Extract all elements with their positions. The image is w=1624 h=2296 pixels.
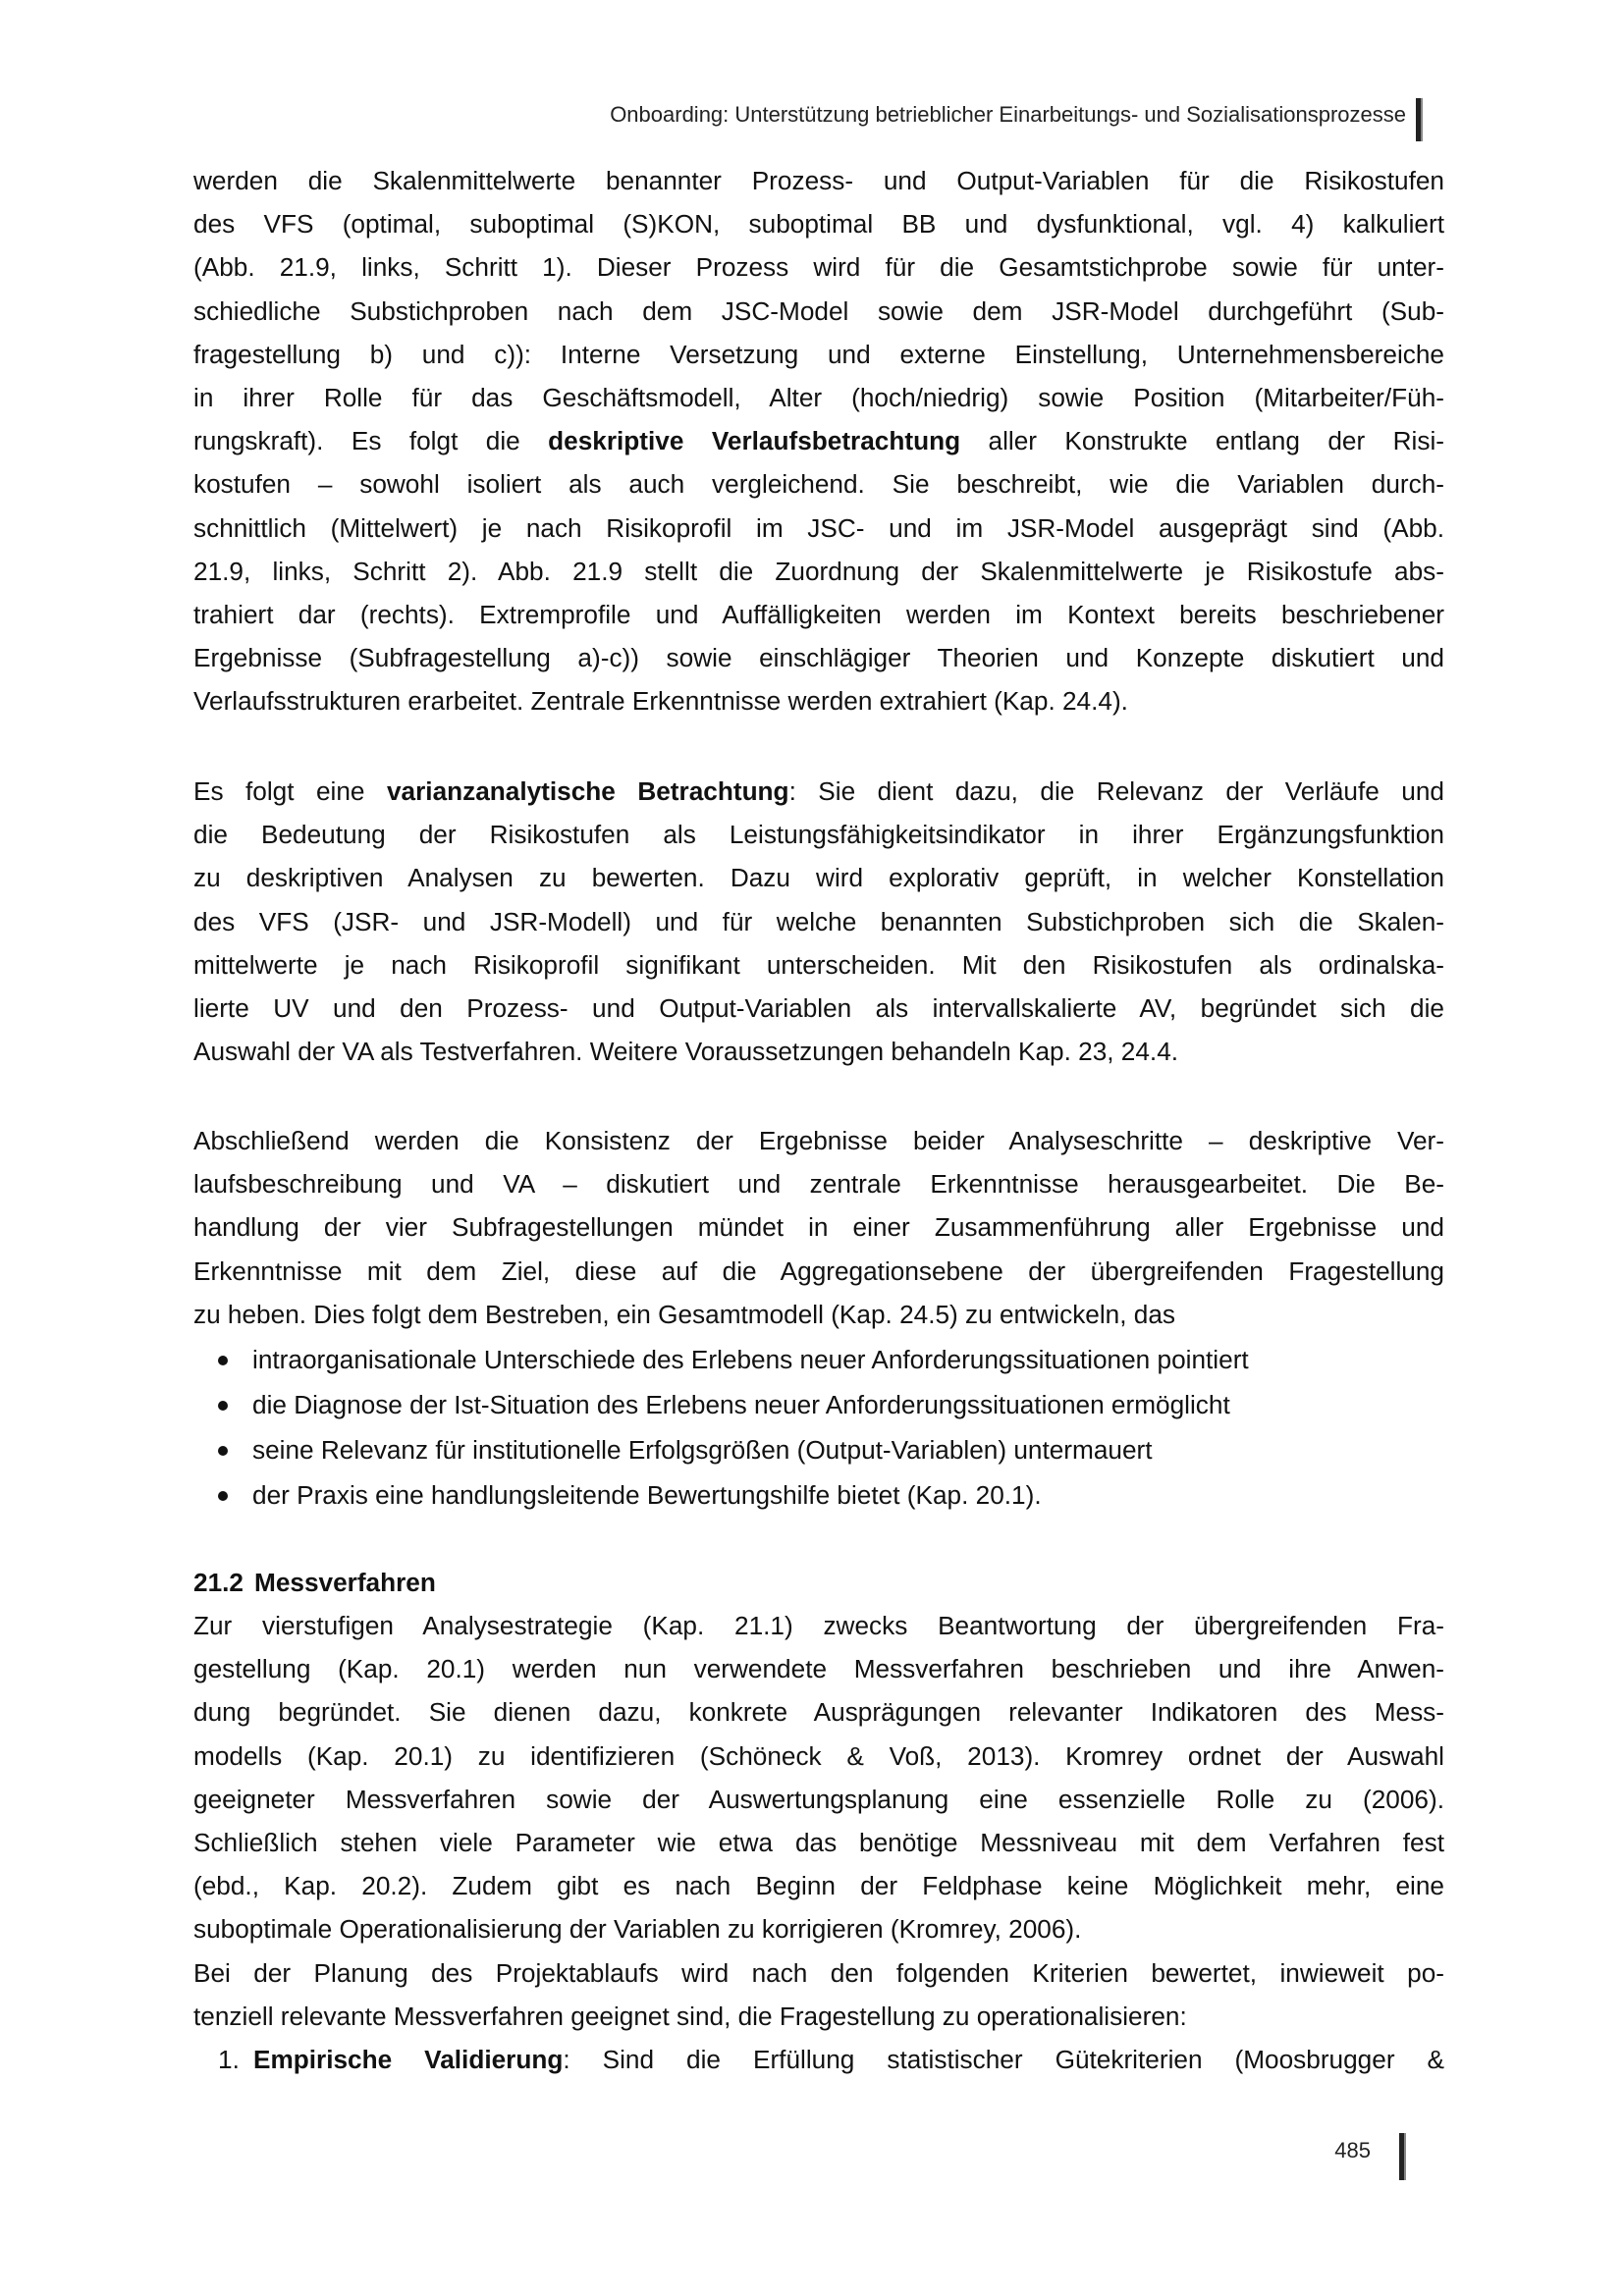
text-line: Zur vierstufigen Analysestrategie (Kap. 21.1) zwecks Beantwortung der übergreifenden Fra- (193, 1611, 1444, 1640)
bullet-icon (218, 1491, 228, 1501)
text-run: Es folgt eine (193, 776, 387, 806)
list-item-text: die Diagnose der Ist-Situation des Erlebens neuer Anforderungssituationen ermöglicht (252, 1390, 1230, 1419)
text-line: Abschließend werden die Konsistenz der Ergebnisse beider Analyseschritte – deskriptive Ver- (193, 1126, 1444, 1155)
list-item (193, 1382, 1444, 1427)
text-line: trahiert dar (rechts). Extremprofile und Auffälligkeiten werden im Kontext bereits beschriebener (193, 599, 1444, 629)
text-line: kostufen – sowohl isoliert als auch vergleichend. Sie beschreibt, wie die Variablen durch- (193, 469, 1444, 500)
text-line: zu heben. Dies folgt dem Bestreben, ein Gesamtmodell (Kap. 24.5) zu entwickeln, das (193, 1299, 1176, 1329)
bold-term: varianzanalytische Betrachtung (386, 776, 789, 806)
list-item (193, 1337, 1444, 1382)
section-number: 21.2 (193, 1568, 244, 1597)
text-line: suboptimale Operationalisierung der Variablen zu korrigieren (Kromrey, 2006). (193, 1914, 1082, 1945)
text-line: Auswahl der VA als Testverfahren. Weitere Voraussetzungen behandeln Kap. 23, 24.4. (193, 1037, 1179, 1067)
text-line: des VFS (JSR- und JSR-Modell) und für welche benannten Substichproben sich die Skalen- (193, 906, 1444, 936)
text-line (193, 770, 1444, 813)
text-line: die Bedeutung der Risikostufen als Leistungsfähigkeitsindikator in ihrer Ergänzungsfunktion (193, 820, 1444, 850)
text-line: fragestellung b) und c)): Interne Versetzung und externe Einstellung, Unternehmensbereiche (193, 339, 1444, 369)
text-line: schnittlich (Mittelwert) je nach Risikoprofil im JSC- und im JSR-Model ausgeprägt sind (Abb. (193, 512, 1444, 543)
text-run: aller Konstrukte entlang der Risi- (960, 426, 1444, 456)
header-rule (1416, 98, 1421, 141)
text-line: werden die Skalenmittelwerte benannter Prozess- und Output-Variablen für die Risikostufen (193, 166, 1444, 195)
list-item-number: 1. (218, 2045, 240, 2074)
bullet-icon (218, 1401, 228, 1411)
text-line: schiedliche Substichproben nach dem JSC-Model sowie dem JSR-Model durchgeführt (Sub- (193, 295, 1444, 326)
text-line: Erkenntnisse mit dem Ziel, diese auf die Aggregationsebene der übergreifenden Fragestellung (193, 1255, 1444, 1286)
text-line: Schließlich stehen viele Parameter wie etwa das benötige Messniveau mit dem Verfahren fest (193, 1827, 1444, 1857)
text-line: lierte UV und den Prozess- und Output-Variablen als intervallskalierte AV, begründet sich die (193, 992, 1444, 1023)
numbered-list (193, 2038, 1444, 2081)
text-line: (ebd., Kap. 20.2). Zudem gibt es nach Beginn der Feldphase keine Möglichkeit mehr, eine (193, 1871, 1444, 1901)
text-line: gestellung (Kap. 20.1) werden nun verwendete Messverfahren beschrieben und ihre Anwen- (193, 1654, 1444, 1684)
text-line: des VFS (optimal, suboptimal (S)KON, suboptimal BB und dysfunktional, vgl. 4) kalkuliert (193, 209, 1444, 240)
running-header: Onboarding: Unterstützung betrieblicher Einarbeitungs- und Sozialisationsprozesse (610, 102, 1406, 127)
list-item (193, 2038, 1444, 2081)
section-heading (193, 1561, 436, 1604)
text-line: dung begründet. Sie dienen dazu, konkrete Ausprägungen relevanter Indikatoren des Mess- (193, 1697, 1444, 1728)
text-line: zu deskriptiven Analysen zu bewerten. Dazu wird explorativ geprüft, in welcher Konstellation (193, 863, 1444, 893)
text-line: Verlaufsstrukturen erarbeitet. Zentrale Erkenntnisse werden extrahiert (Kap. 24.4). (193, 686, 1128, 717)
list-item (193, 1427, 1444, 1472)
bold-term: Empirische Validierung (253, 2045, 564, 2074)
list-item-text: intraorganisationale Unterschiede des Erlebens neuer Anforderungssituationen pointiert (252, 1345, 1249, 1374)
paragraph-1 (193, 159, 1444, 722)
paragraph-3 (193, 1119, 1444, 1336)
text-line: tenziell relevante Messverfahren geeignet sind, die Fragestellung zu operationalisieren: (193, 2002, 1187, 2032)
text-line: Ergebnisse (Subfragestellung a)-c)) sowie einschlägiger Theorien und Konzepte diskutiert und (193, 643, 1444, 673)
paragraph-4 (193, 1604, 1444, 1951)
list-item-text (253, 2038, 1444, 2081)
text-line: mittelwerte je nach Risikoprofil signifikant unterscheiden. Mit den Risikostufen als ordinalska- (193, 949, 1444, 980)
bullet-list (193, 1337, 1444, 1518)
list-item (193, 1472, 1444, 1518)
text-line: in ihrer Rolle für das Geschäftsmodell, Alter (hoch/niedrig) sowie Position (Mitarbeiter/Füh- (193, 382, 1444, 412)
text-run: : Sind die Erfüllung statistischer Gütekriterien (Moosbrugger & (563, 2045, 1445, 2074)
list-item-text: der Praxis eine handlungsleitende Bewertungshilfe bietet (Kap. 20.1). (252, 1480, 1042, 1510)
text-line: 21.9, links, Schritt 2). Abb. 21.9 stellt die Zuordnung der Skalenmittelwerte je Risikostufe abs- (193, 556, 1444, 586)
section-title: Messverfahren (254, 1568, 436, 1597)
footer-rule (1399, 2133, 1404, 2180)
text-line: Bei der Planung des Projektablaufs wird nach den folgenden Kriterien bewertet, inwieweit po- (193, 1958, 1444, 1988)
bullet-icon (218, 1446, 228, 1456)
text-line: handlung der vier Subfragestellungen mündet in einer Zusammenführung aller Ergebnisse und (193, 1212, 1444, 1243)
text-line: geeigneter Messverfahren sowie der Auswertungsplanung eine essenzielle Rolle zu (2006). (193, 1784, 1444, 1814)
paragraph-2 (193, 770, 1444, 1073)
text-line: laufsbeschreibung und VA – diskutiert und zentrale Erkenntnisse herausgearbeitet. Die Be- (193, 1169, 1444, 1200)
text-line: modells (Kap. 20.1) zu identifizieren (Schöneck & Voß, 2013). Kromrey ordnet der Auswahl (193, 1740, 1444, 1771)
text-run: rungskraft). Es folgt die (193, 426, 549, 456)
bold-term: deskriptive Verlaufsbetrachtung (548, 426, 961, 456)
text-run: : Sie dient dazu, die Relevanz der Verläufe und (788, 776, 1444, 806)
page-number: 485 (1334, 2138, 1371, 2163)
paragraph-5 (193, 1951, 1444, 2038)
text-line: (Abb. 21.9, links, Schritt 1). Dieser Prozess wird für die Gesamtstichprobe sowie für unter- (193, 252, 1444, 283)
text-line (193, 419, 1444, 462)
bullet-icon (218, 1356, 228, 1365)
list-item-text: seine Relevanz für institutionelle Erfolgsgrößen (Output-Variablen) untermauert (252, 1435, 1153, 1465)
